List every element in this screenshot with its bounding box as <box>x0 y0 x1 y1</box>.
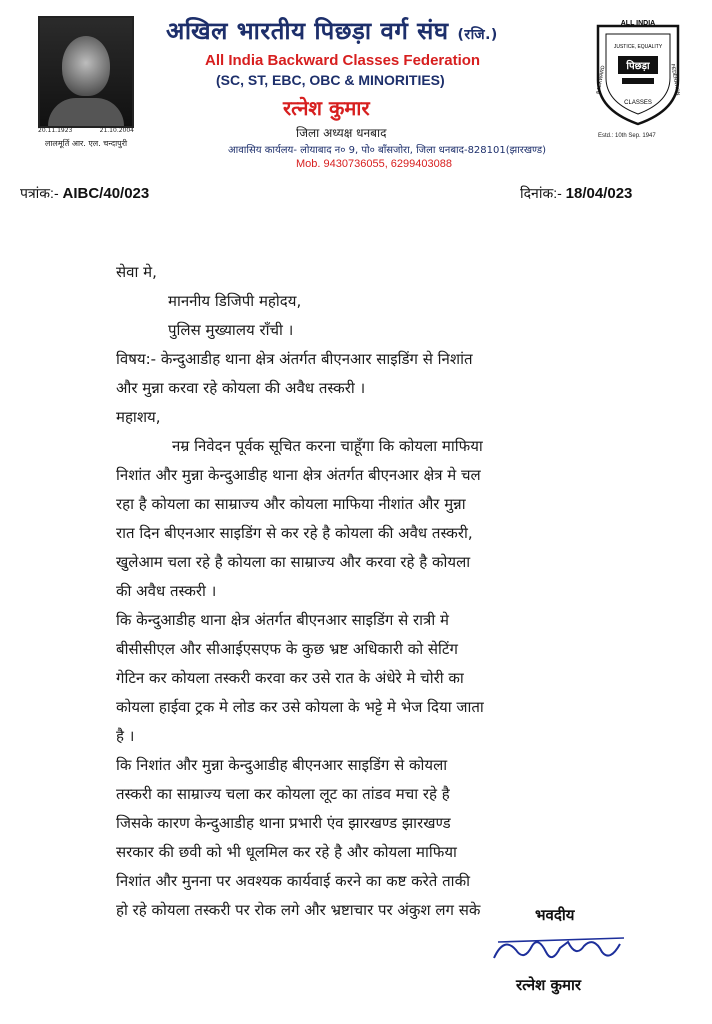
salutation-to: सेवा मे, <box>116 263 157 281</box>
logo-bar <box>622 78 654 84</box>
subject-line-2: और मुन्ना करवा रहे कोयला की अवैध तस्करी । <box>116 379 366 397</box>
logo-right-text: FEDERATION <box>669 63 681 97</box>
ref-date: 18/04/023 <box>565 185 633 202</box>
ref-label: पत्रांक:- <box>20 185 59 201</box>
logo-bottom-text: CLASSES <box>624 100 652 106</box>
recipient-name: माननीय डिजिपी महोदय, <box>168 292 302 310</box>
regd-mark: (रजि.) <box>457 27 498 43</box>
photo-date-right: 21.10.2004 <box>99 127 134 134</box>
org-name-hindi <box>166 14 498 47</box>
body-line: रात दिन बीएनआर साइडिंग से कर रहे है कोयला की अवैध तस्करी, <box>116 524 473 542</box>
body-line: निशांत और मुनना पर अवश्यक कार्यवाई करने का कष्ट करेते ताकी <box>116 872 470 890</box>
logo-top-text: ALL INDIA <box>620 20 656 27</box>
logo-left-text: BACKWARD <box>595 65 607 95</box>
closing: भवदीय <box>535 906 575 924</box>
photo-face <box>62 36 110 96</box>
photo-caption: लालमूर्ति आर. एल. चन्दापुरी <box>44 139 128 148</box>
handwritten-signature <box>490 928 632 972</box>
recipient-office: पुलिस मुख्यालय राँची । <box>168 321 294 339</box>
body-line: बीसीसीएल और सीआईएसएफ के कुछ भ्रष्ट अधिकारी को सेटिंग <box>116 640 458 658</box>
photo-shoulders <box>48 98 124 126</box>
letterhead <box>0 0 712 180</box>
ref-number: AIBC/40/023 <box>62 185 150 202</box>
signature-stroke <box>494 942 620 958</box>
body-line: निशांत और मुन्ना केन्दुआडीह थाना क्षेत्र अंतर्गत बीएनआर क्षेत्र मे चल <box>116 466 481 484</box>
signature-underline <box>498 938 624 942</box>
org-name-hindi-text: अखिल भारतीय पिछड़ा वर्ग संघ <box>166 17 449 45</box>
logo-center-text: पिछड़ा <box>626 61 650 72</box>
body-line: जिसके कारण केन्दुआडीह थाना प्रभारी एंव झारखण्ड झारखण्ड <box>116 814 451 832</box>
ref-number-group <box>20 184 149 203</box>
mobile-numbers: Mob. 9430736055, 6299403088 <box>296 158 452 170</box>
ref-date-group <box>520 184 632 203</box>
org-subtitle: (SC, ST, EBC, OBC & MINORITIES) <box>216 72 445 88</box>
reference-row <box>20 184 692 208</box>
body-line: खुलेआम चला रहे है कोयला का साम्राज्य और करवा रहे है कोयला <box>116 553 471 571</box>
signer-name: रत्नेश कुमार <box>516 976 581 994</box>
body-line: कि केन्दुआडीह थाना क्षेत्र अंतर्गत बीएनआर साइडिंग से रात्री मे <box>116 611 449 629</box>
body-line: कि निशांत और मुन्ना केन्दुआडीह बीएनआर साइडिंग से कोयला <box>116 756 448 774</box>
org-name-english: All India Backward Classes Federation <box>205 52 481 69</box>
photo-dates <box>38 127 134 134</box>
body-line: सरकार की छवी को भी धूलमिल कर रहे है और कोयला माफिया <box>116 843 457 861</box>
body-line: हो रहे कोयला तस्करी पर रोक लगे और भ्रष्टाचार पर अंकुश लग सके <box>116 901 481 919</box>
subject-line-1: विषय:- केन्दुआडीह थाना क्षेत्र अंतर्गत बीएनआर साइडिंग से निशांत <box>116 350 473 368</box>
body-line: है । <box>116 727 135 745</box>
logo-motto: JUSTICE, EQUALITY <box>613 44 663 50</box>
greeting: महाशय, <box>116 408 161 426</box>
founder-photo <box>38 16 134 128</box>
body-line: तस्करी का साम्राज्य चला कर कोयला लूट का तांडव मचा रहे है <box>116 785 450 803</box>
photo-date-left: 20.11.1923 <box>38 127 73 134</box>
federation-logo-icon <box>592 18 684 128</box>
body-line: गेटिन कर कोयला तस्करी करवा कर उसे रात के अंधेरे मे चोरी का <box>116 669 464 687</box>
logo-estd: Estd.: 10th Sep. 1947 <box>598 133 656 139</box>
office-address: आवासिय कार्यलय- लोयाबाद न० 9, पो० बाँसजोरा, जिला धनबाद-828101(झारखण्ड) <box>228 145 547 156</box>
person-name: रत्नेश कुमार <box>283 96 370 120</box>
body-line: की अवैध तस्करी । <box>116 582 217 600</box>
date-label: दिनांक:- <box>520 185 562 201</box>
body-line: नम्र निवेदन पूर्वक सूचित करना चाहूँगा कि कोयला माफिया <box>172 437 483 455</box>
body-line: रहा है कोयला का साम्राज्य और कोयला माफिया नीशांत और मुन्ना <box>116 495 466 513</box>
body-line: कोयला हाईवा ट्रक मे लोड कर उसे कोयला के भट्टे मे भेज दिया जाता <box>116 698 484 716</box>
person-title: जिला अध्यक्ष धनबाद <box>296 126 387 140</box>
